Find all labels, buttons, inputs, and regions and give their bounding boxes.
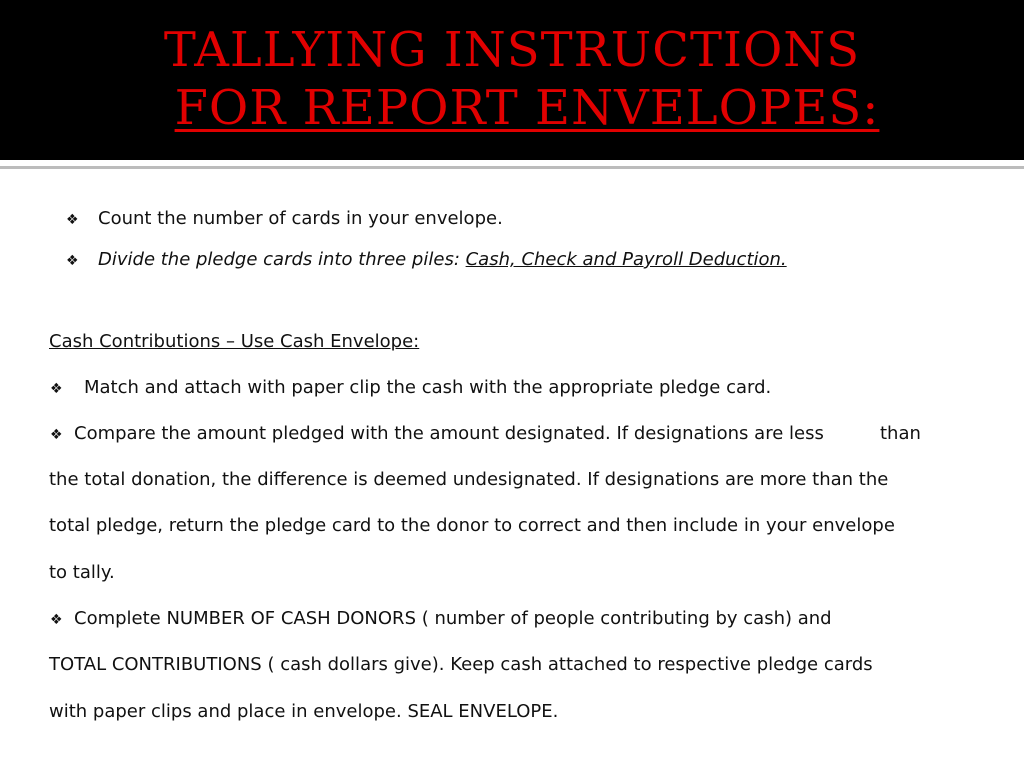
title-line-2: FOR REPORT ENVELOPES:: [174, 80, 880, 136]
diamond-star-icon: ❖: [50, 427, 63, 443]
cash-bullet-2-line-4: to tally.: [49, 562, 115, 583]
cash-bullet-3-line-2: TOTAL CONTRIBUTIONS ( cash dollars give). Keep cash attached to respective pledge cards: [49, 654, 873, 675]
intro-bullet-1: Count the number of cards in your envelope.: [98, 208, 503, 229]
title-line-1: TALLYING INSTRUCTIONS: [163, 22, 861, 78]
cash-bullet-2-line-2: the total donation, the difference is deemed undesignated. If designations are more than the: [49, 469, 889, 490]
cash-bullet-2-line-3: total pledge, return the pledge card to the donor to correct and then include in your envelope: [49, 515, 895, 536]
intro-bullet-2: [98, 251, 787, 269]
title-banner: [0, 0, 1024, 160]
cash-bullet-1: Match and attach with paper clip the cash with the appropriate pledge card.: [84, 377, 772, 398]
diamond-star-icon: ❖: [66, 253, 79, 269]
cash-bullet-3-line-3: with paper clips and place in envelope. SEAL ENVELOPE.: [49, 701, 559, 722]
diamond-star-icon: ❖: [66, 212, 79, 228]
slide-title: [0, 22, 1024, 142]
diamond-star-icon: ❖: [50, 612, 63, 628]
section-heading: Cash Contributions – Use Cash Envelope:: [49, 331, 420, 352]
cash-bullet-2-line-1-end: than: [880, 423, 921, 444]
intro-bullet-2-text: Divide the pledge cards into three piles:: [98, 249, 466, 270]
diamond-star-icon: ❖: [50, 381, 63, 397]
intro-bullet-2-underlined: Cash, Check and Payroll Deduction.: [465, 249, 787, 270]
cash-bullet-3-line-1: Complete NUMBER OF CASH DONORS ( number of people contributing by cash) and: [74, 608, 832, 629]
header-divider: [0, 166, 1024, 169]
cash-bullet-2-line-1: Compare the amount pledged with the amount designated. If designations are less: [74, 423, 824, 444]
